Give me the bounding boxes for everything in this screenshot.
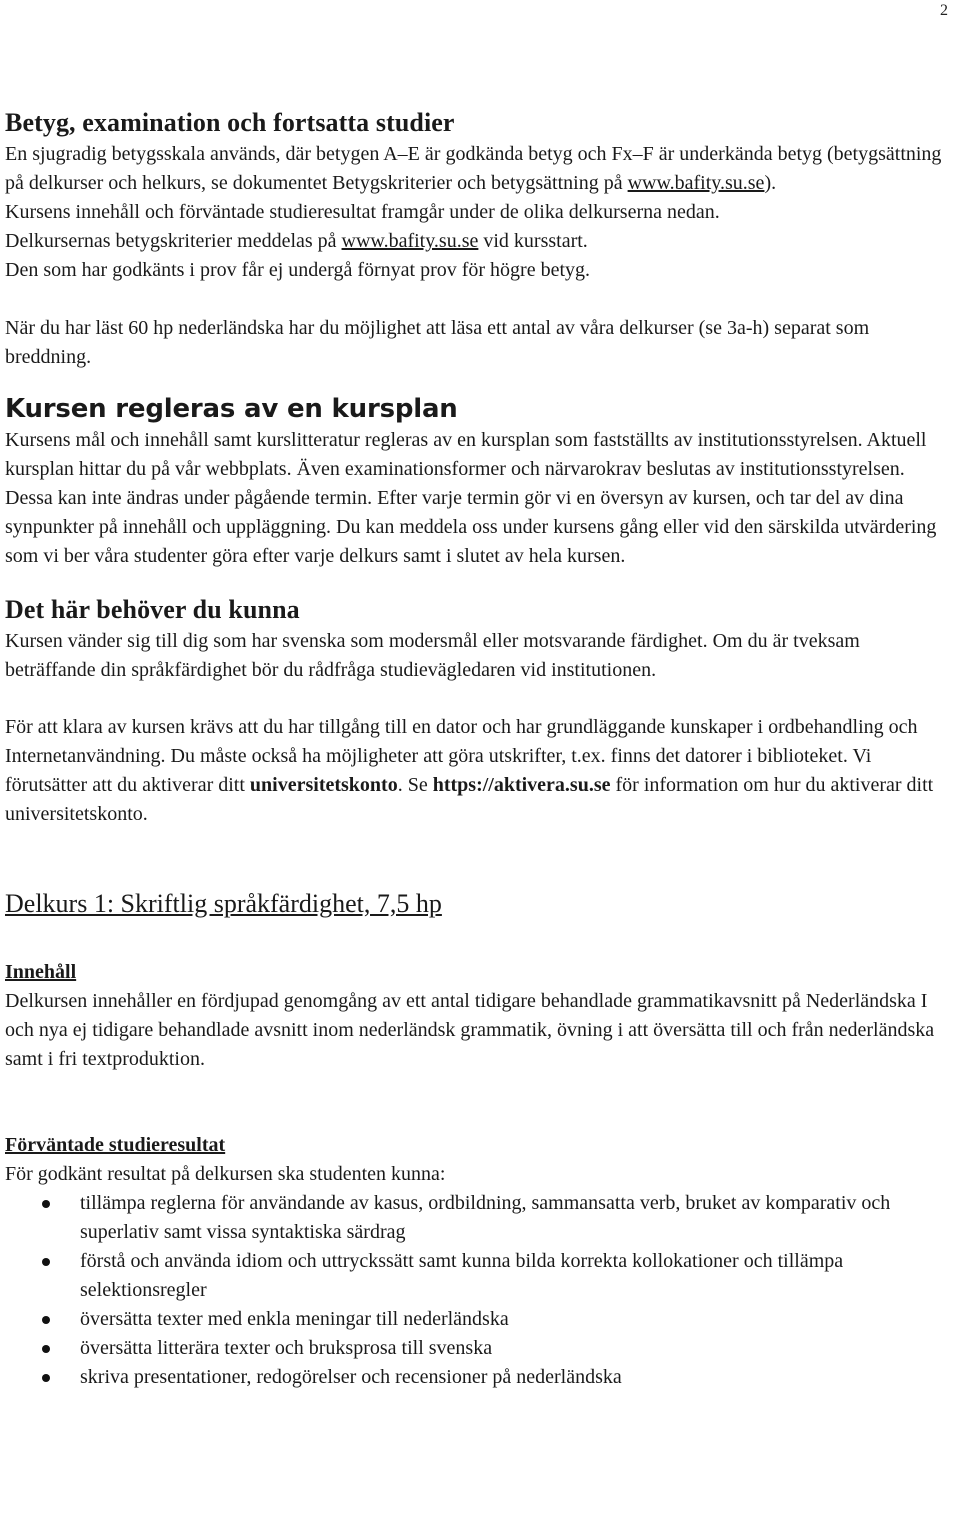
paragraph-criteria-text: Delkursernas betygskriterier meddelas på bbox=[5, 230, 342, 252]
list-item: tillämpa reglerna för användande av kasus, ordbildning, sammansatta verb, bruket av komparativ och superlativ samt vissa syntaktiska särdrag bbox=[5, 1189, 953, 1247]
subheading-innehall: Innehåll bbox=[5, 961, 77, 983]
paragraph-language: Kursen vänder sig till dig som har svenska som modersmål eller motsvarande färdighet. Om du är tveksam beträffande din språkfärdighet bör du rådfråga studievägledaren vid institutionen. bbox=[5, 630, 860, 681]
section-heading-betyg: Betyg, examination och fortsatta studier bbox=[5, 108, 455, 137]
bafity-link[interactable]: www.bafity.su.se bbox=[627, 172, 765, 194]
paragraph-kursplan: Kursens mål och innehåll samt kurslitteratur regleras av en kursplan som fastställts av institutionsstyrelsen. Aktuell kursplan hittar du på vår webbplats. Även examinationsformer och närvarokrav beslutas av institutionsstyrelsen. Dessa kan inte ändras under pågående termin. Efter varje termin gör vi en översyn av kursen, och tar del av dina synpunkter på innehåll och uppläggning. Du kan meddela oss under kursens gång eller vid den särskilda utvärdering som vi ber våra studenter göra efter varje delkurs samt i slutet av hela kursen. bbox=[5, 429, 937, 567]
bafity-link-2[interactable]: www.bafity.su.se bbox=[341, 230, 479, 252]
paragraph-grading-text: En sjugradig betygsskala används, där betygen A–E är godkända betyg och Fx–F är underkända betyg (betygsättning på delkurser och helkurs, se dokumentet Betygskriterier och betygsättning på bbox=[5, 143, 942, 194]
paragraph-computer-text: För att klara av kursen krävs att du har tillgång till en dator och har grundläggande kunskaper i ordbehandling och Internetanvändning. Du måste också ha möjligheter att göra utskrifter, t.ex. finns det datorer i biblioteket. Vi förutsätter att du aktiverar ditt bbox=[5, 716, 918, 796]
universitetskonto-term: universitetskonto bbox=[249, 774, 398, 796]
document-body bbox=[5, 106, 953, 1392]
list-item: förstå och använda idiom och uttryckssätt samt kunna bilda korrekta kollokationer och tillämpa selektionsregler bbox=[5, 1247, 953, 1305]
page-number: 2 bbox=[940, 2, 948, 19]
paragraph-breadth: När du har läst 60 hp nederländska har du möjlighet att läsa ett antal av våra delkurser (se 3a-h) separat som breddning. bbox=[5, 317, 870, 368]
paragraph-results-intro: För godkänt resultat på delkursen ska studenten kunna: bbox=[5, 1163, 446, 1185]
aktivera-url[interactable]: https://aktivera.su.se bbox=[432, 774, 611, 796]
list-item: skriva presentationer, redogörelser och recensioner på nederländska bbox=[5, 1363, 953, 1392]
subheading-results: Förväntade studieresultat bbox=[5, 1134, 226, 1156]
paragraph-computer bbox=[5, 713, 953, 829]
paragraph-criteria-end: vid kursstart. bbox=[478, 230, 588, 252]
results-list bbox=[5, 1189, 953, 1392]
paragraph-computer-mid: . Se bbox=[397, 774, 433, 796]
paragraph-retake: Den som har godkänts i prov får ej undergå förnyat prov för högre betyg. bbox=[5, 259, 591, 281]
section-heading-kursplan: Kursen regleras av en kursplan bbox=[5, 394, 458, 424]
paragraph-computer-end: för information om hur du aktiverar ditt universitetskonto. bbox=[5, 774, 934, 825]
paragraph-grading bbox=[5, 140, 953, 198]
list-item: översätta texter med enkla meningar till nederländska bbox=[5, 1305, 953, 1334]
paragraph-grading-end: ). bbox=[764, 172, 777, 194]
list-item: översätta litterära texter och bruksprosa till svenska bbox=[5, 1334, 953, 1363]
paragraph-criteria bbox=[5, 227, 953, 256]
paragraph-content-info: Kursens innehåll och förväntade studieresultat framgår under de olika delkurserna nedan. bbox=[5, 201, 720, 223]
section-heading-delkurs1: Delkurs 1: Skriftlig språkfärdighet, 7,5 hp bbox=[5, 889, 442, 918]
section-heading-prerequisites: Det här behöver du kunna bbox=[5, 595, 300, 624]
paragraph-innehall: Delkursen innehåller en fördjupad genomgång av ett antal tidigare behandlade grammatikavsnitt på Nederländska I och nya ej tidigare behandlade avsnitt inom nederländsk grammatik, övning i att översätta till och från nederländska samt i fri textproduktion. bbox=[5, 990, 935, 1070]
